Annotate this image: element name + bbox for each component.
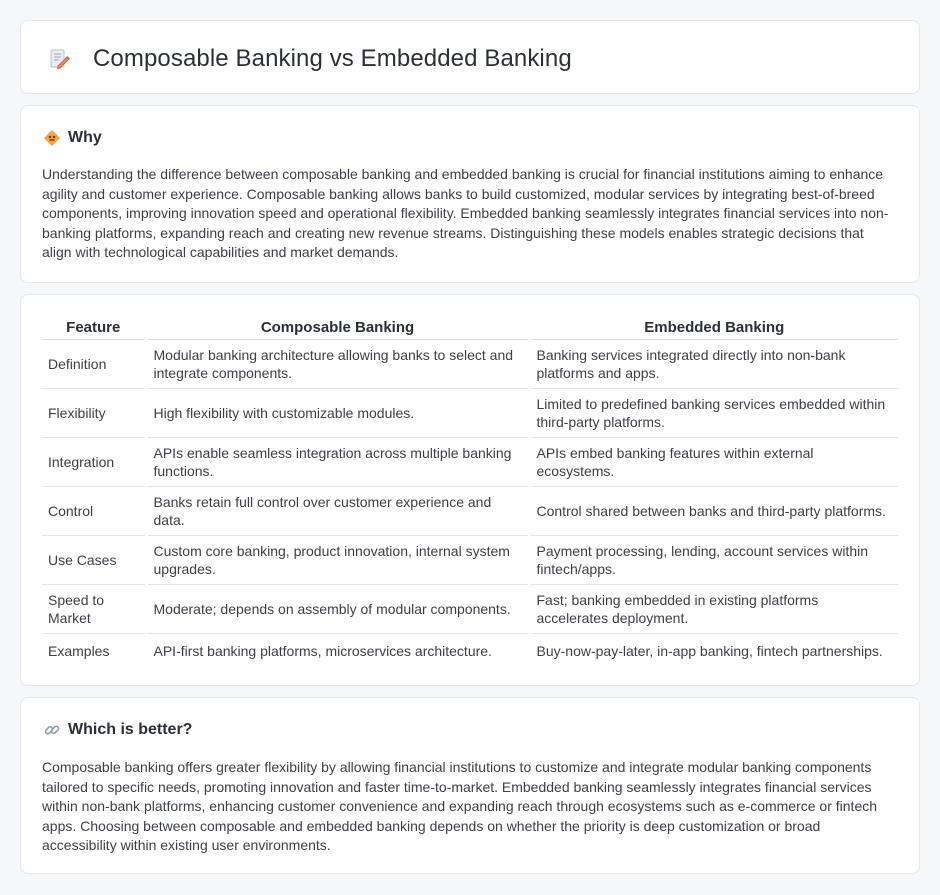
page-title: Composable Banking vs Embedded Banking: [93, 45, 572, 72]
which-is-better-section: [20, 697, 920, 874]
table-row: [42, 535, 898, 584]
column-header-feature: Feature: [42, 315, 146, 339]
row-embedded-cell: Buy-now-pay-later, in-app banking, fintech partnerships.: [529, 633, 898, 669]
better-body: Composable banking offers greater flexibility by allowing financial institutions to customize and integrate modular banking components tailored to specific needs, promoting innovation and faster time-to-market. Embedded banking seamlessly integrates financial services within non-bank platforms, enhancing customer convenience and expanding reach through ecosystems such as e-commerce or fintech apps. Choosing between composable and embedded banking depends on whether the priority is deep customization or broad accessibility within existing user environments.: [42, 759, 878, 854]
table-row: [42, 437, 898, 486]
why-body: Understanding the difference between composable banking and embedded banking is crucial for financial institutions aiming to enhance agility and customer experience. Composable banking allows banks to build customized, modular services by integrating best-of-breed components, improving innovation speed and operational flexibility. Embedded banking seamlessly integrates financial services into non-banking platforms, expanding reach and creating new revenue streams. Distinguishing these models enables strategic decisions that align with technological capabilities and market demands.: [42, 166, 889, 261]
table-row: [42, 486, 898, 535]
why-section: [20, 105, 920, 283]
row-composable-cell: Modular banking architecture allowing banks to select and integrate components.: [146, 339, 529, 388]
row-feature-cell: Flexibility: [42, 388, 146, 437]
row-embedded-cell: Limited to predefined banking services embedded within third-party platforms.: [529, 388, 898, 437]
row-embedded-cell: Payment processing, lending, account services within fintech/apps.: [529, 535, 898, 584]
row-embedded-cell: Control shared between banks and third-party platforms.: [529, 486, 898, 535]
memo-pencil-icon: [48, 48, 70, 70]
column-header-embedded: Embedded Banking: [529, 315, 898, 339]
diamond-sign-icon: [43, 129, 61, 147]
table-row: [42, 584, 898, 633]
row-feature-cell: Use Cases: [42, 535, 146, 584]
table-row: [42, 388, 898, 437]
row-feature-cell: Speed to Market: [42, 584, 146, 633]
row-embedded-cell: APIs embed banking features within external ecosystems.: [529, 437, 898, 486]
comparison-table: [42, 315, 898, 669]
title-card: [20, 20, 920, 94]
better-heading-label: Which is better?: [68, 721, 193, 738]
why-heading-label: Why: [68, 129, 102, 146]
table-row: [42, 633, 898, 669]
comparison-section: [20, 294, 920, 686]
row-composable-cell: High flexibility with customizable modules.: [146, 388, 529, 437]
row-feature-cell: Definition: [42, 339, 146, 388]
row-feature-cell: Integration: [42, 437, 146, 486]
row-composable-cell: Moderate; depends on assembly of modular components.: [146, 584, 529, 633]
why-heading: [43, 128, 102, 148]
row-embedded-cell: Fast; banking embedded in existing platforms accelerates deployment.: [529, 584, 898, 633]
row-composable-cell: Custom core banking, product innovation, internal system upgrades.: [146, 535, 529, 584]
table-row: [42, 339, 898, 388]
row-feature-cell: Examples: [48, 643, 110, 660]
row-composable-cell: Banks retain full control over customer experience and data.: [146, 486, 529, 535]
table-header-row: [42, 315, 898, 339]
better-heading: [43, 720, 192, 740]
row-composable-cell: API-first banking platforms, microservices architecture.: [146, 633, 529, 669]
row-embedded-cell: Banking services integrated directly into non-bank platforms and apps.: [529, 339, 898, 388]
row-feature-cell: Control: [42, 486, 146, 535]
column-header-composable: Composable Banking: [146, 315, 529, 339]
row-composable-cell: APIs enable seamless integration across multiple banking functions.: [146, 437, 529, 486]
link-icon: [43, 721, 61, 739]
